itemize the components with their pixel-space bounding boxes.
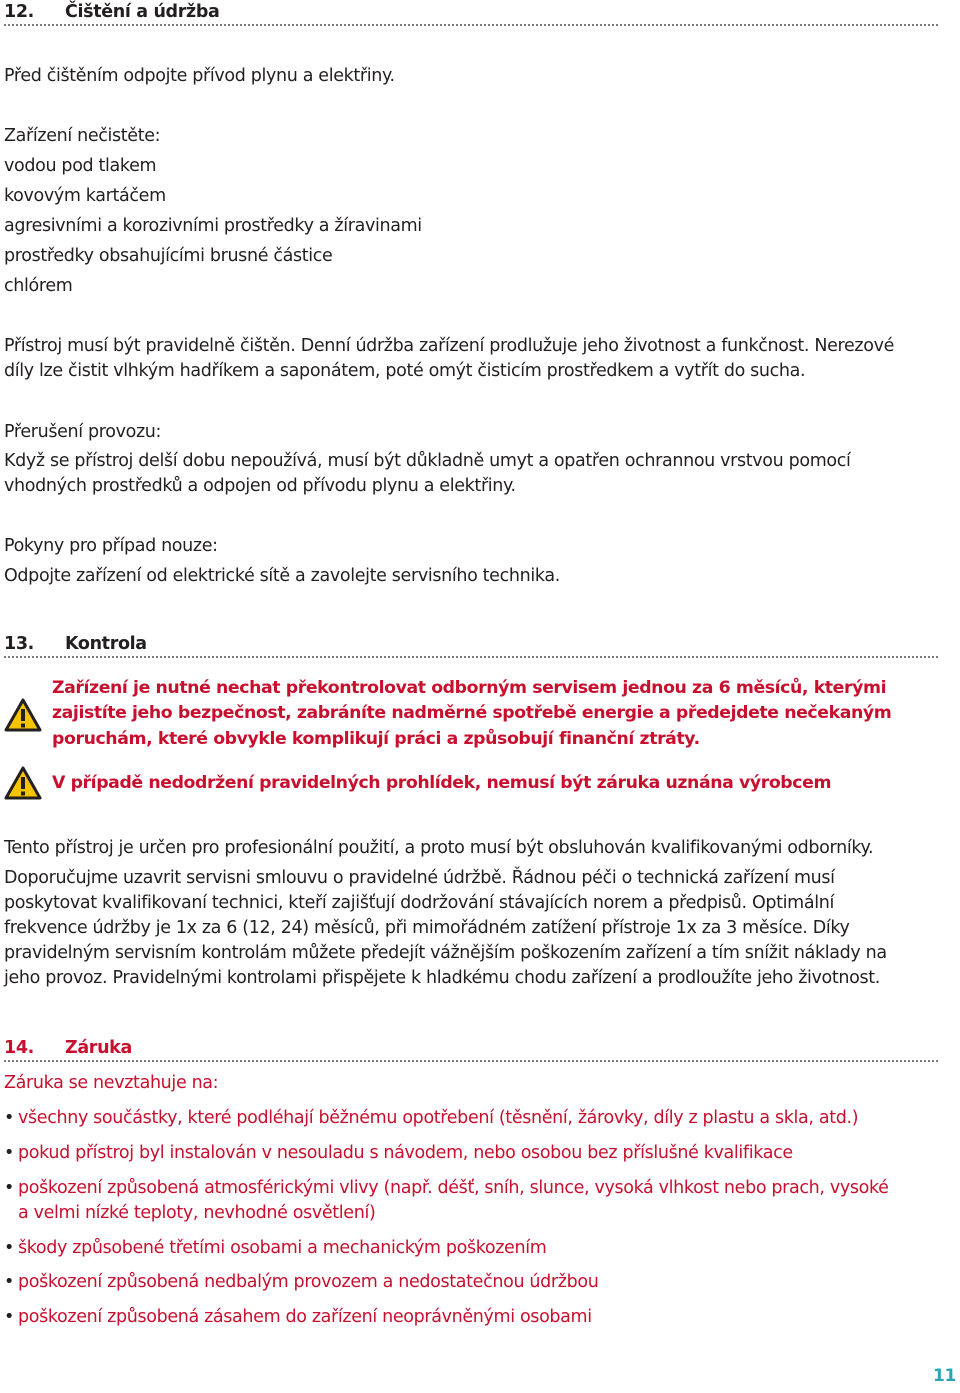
warranty-item-text: a velmi nízké teploty, nevhodné osvětlení) bbox=[18, 1203, 376, 1223]
warning-triangle-icon bbox=[4, 698, 42, 732]
do-not-clean-item: prostředky obsahujícími brusné částice bbox=[4, 246, 333, 266]
warranty-item-text: poškození způsobená atmosférickými vlivy (např. déšť, sníh, slunce, vysoká vlhkost nebo prach, vysoké bbox=[18, 1178, 889, 1198]
kontrola-text: jeho provoz. Pravidelnými kontrolami přispějete k hladkému chodu zařízení a prodloužíte jeho životnost. bbox=[4, 968, 881, 988]
do-not-clean-item: chlórem bbox=[4, 276, 73, 296]
warranty-item-text: všechny součástky, které podléhají běžnému opotřebení (těsnění, žárovky, díly z plastu a skla, atd.) bbox=[18, 1108, 859, 1128]
bullet-icon: • bbox=[4, 1143, 14, 1163]
bullet-icon: • bbox=[4, 1108, 14, 1128]
kontrola-text: frekvence údržby je 1x za 6 (12, 24) měsíců, při mimořádném zatížení přístroje 1x za 3 měsíce. Díky bbox=[4, 918, 850, 938]
intro-text: Před čištěním odpojte přívod plynu a elektřiny. bbox=[4, 66, 395, 86]
warning-triangle-icon bbox=[4, 766, 42, 800]
maintenance-text: Přístroj musí být pravidelně čištěn. Denní údržba zařízení prodlužuje jeho životnost a funkčnost. Nerezové bbox=[4, 336, 894, 356]
section-number: 13. bbox=[4, 634, 34, 654]
warranty-item-text: pokud přístroj byl instalován v nesouladu s návodem, nebo osobou bez příslušné kvalifikace bbox=[18, 1143, 793, 1163]
warning-text: Zařízení je nutné nechat překontrolovat odborným servisem jednou za 6 měsíců, kterými bbox=[52, 678, 887, 698]
section-title: Záruka bbox=[65, 1038, 132, 1058]
section-title: Kontrola bbox=[65, 634, 147, 654]
do-not-clean-title: Zařízení nečistěte: bbox=[4, 126, 161, 146]
warranty-item-text: škody způsobené třetími osobami a mechanickým poškozením bbox=[18, 1238, 547, 1258]
emergency-title: Pokyny pro případ nouze: bbox=[4, 536, 218, 556]
section-12-heading bbox=[4, 0, 938, 26]
interruption-text: Když se přístroj delší dobu nepoužívá, musí být důkladně umyt a opatřen ochrannou vrstvou pomocí bbox=[4, 451, 851, 471]
warning-text: zajistíte jeho bezpečnost, zabráníte nadměrné spotřebě energie a předejdete nečekaným bbox=[52, 703, 892, 723]
section-number: 14. bbox=[4, 1038, 34, 1058]
kontrola-text: poskytovat kvalifikovaní technici, kteří zajišťují dodržování stávajících norem a předpisů. Optimální bbox=[4, 893, 835, 913]
kontrola-text: pravidelným servisním kontrolám můžete předejít vážnějším poškozením zařízení a tím snížit náklady na bbox=[4, 943, 887, 963]
interruption-title: Přerušení provozu: bbox=[4, 422, 162, 442]
section-number: 12. bbox=[4, 2, 34, 22]
bullet-icon: • bbox=[4, 1178, 14, 1198]
warranty-item-text: poškození způsobená nedbalým provozem a nedostatečnou údržbou bbox=[18, 1272, 599, 1292]
emergency-text: Odpojte zařízení od elektrické sítě a zavolejte servisního technika. bbox=[4, 566, 560, 586]
bullet-icon: • bbox=[4, 1238, 14, 1258]
section-13-heading bbox=[4, 632, 938, 658]
warranty-subtitle: Záruka se nevztahuje na: bbox=[4, 1073, 219, 1093]
warning-text: poruchám, které obvykle komplikují práci a způsobují finanční ztráty. bbox=[52, 729, 700, 749]
kontrola-text: Doporučujme uzavrit servisni smlouvu o pravidelné údržbě. Řádnou péči o technická zařízení musí bbox=[4, 868, 835, 888]
warning-text: V případě nedodržení pravidelných prohlídek, nemusí být záruka uznána výrobcem bbox=[52, 773, 832, 793]
do-not-clean-item: agresivními a korozivními prostředky a žíravinami bbox=[4, 216, 422, 236]
interruption-text: vhodných prostředků a odpojen od přívodu plynu a elektřiny. bbox=[4, 476, 516, 496]
warranty-item-text: poškození způsobená zásahem do zařízení neoprávněnými osobami bbox=[18, 1307, 592, 1327]
section-title: Čištění a údržba bbox=[65, 2, 220, 22]
maintenance-text: díly lze čistit vlhkým hadříkem a saponátem, poté omýt čisticím prostředkem a vytřít do sucha. bbox=[4, 361, 806, 381]
bullet-icon: • bbox=[4, 1272, 14, 1292]
page-number: 11 bbox=[933, 1366, 956, 1386]
do-not-clean-item: kovovým kartáčem bbox=[4, 186, 166, 206]
section-14-heading bbox=[4, 1036, 938, 1062]
bullet-icon: • bbox=[4, 1307, 14, 1327]
kontrola-text: Tento přístroj je určen pro profesionální použití, a proto musí být obsluhován kvalifikovanými odborníky. bbox=[4, 838, 874, 858]
do-not-clean-item: vodou pod tlakem bbox=[4, 156, 157, 176]
